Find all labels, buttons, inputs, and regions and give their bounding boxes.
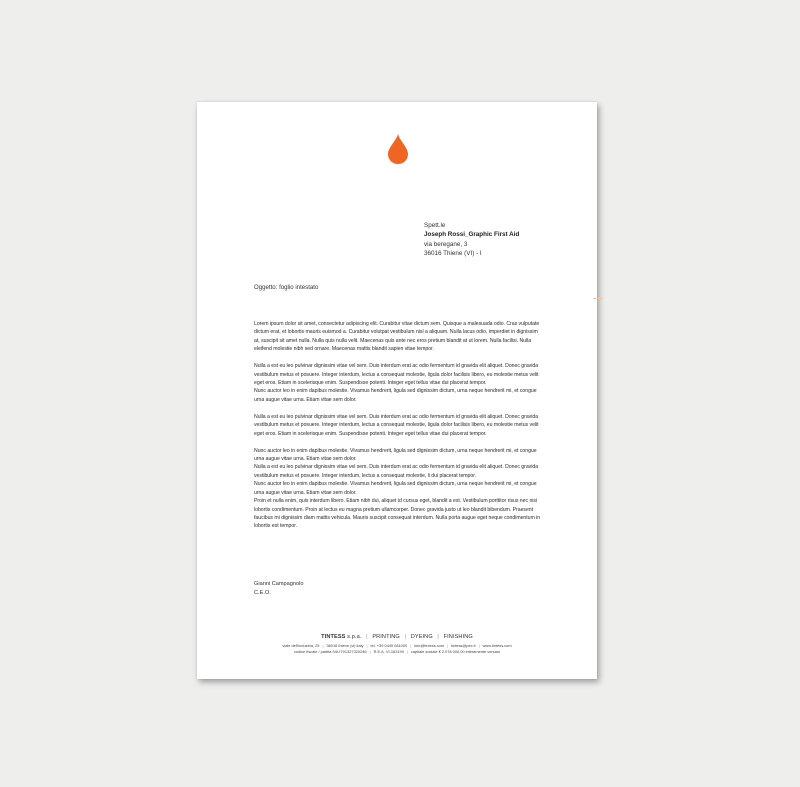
- footer-info-item: capitale sociale € 2.078.000,00 interamente versato: [410, 649, 501, 654]
- footer-info-item: tintess@pec.it: [451, 643, 476, 648]
- footer-separator: |: [322, 643, 324, 648]
- recipient-city: 36016 Thiene (VI) - I: [424, 250, 482, 258]
- recipient-street: via beregane, 3: [424, 240, 468, 248]
- footer-company-line: [197, 633, 597, 641]
- footer-separator: |: [366, 643, 368, 648]
- footer-separator: |: [369, 649, 371, 654]
- letterhead-footer: [197, 633, 597, 655]
- footer-info-item: R.E.A. VI-163199: [373, 649, 404, 654]
- footer-separator: |: [406, 649, 408, 654]
- footer-info-item: 36016 thiene (vi) italy: [326, 643, 364, 648]
- footer-company-name: TINTESS: [321, 634, 346, 640]
- signature-name: Gianni Campagnolo: [254, 581, 304, 587]
- footer-service: DYEING: [410, 634, 433, 640]
- footer-info-item: info@tintess.com: [414, 643, 445, 648]
- footer-separator: |: [447, 643, 449, 648]
- footer-info-item: tel. +39 0445 081000: [370, 643, 408, 648]
- footer-separator: |: [410, 643, 412, 648]
- recipient-address: [424, 221, 519, 259]
- recipient-name: Joseph Rossi_Graphic First Aid: [424, 231, 520, 239]
- letter-subject: Oggetto: foglio intestato: [254, 284, 319, 291]
- footer-service: FINISHING: [443, 634, 473, 640]
- footer-legal-line: [197, 649, 597, 655]
- footer-separator: |: [404, 634, 407, 640]
- letterhead-page: [197, 102, 597, 679]
- letter-body: [254, 320, 542, 539]
- footer-service: PRINTING: [372, 634, 400, 640]
- body-paragraph: Nulla a est eu leo pulvinar dignissim vitae vel sem. Duis interdum erat ac odio fermentum id gravida elit aliquet. Donec gravida vestibulum metus et posuere. Integer interdum, lectus a consequat molestie, ligula dolor facilisis libero, eu molestie metus velit eget eros. Etiam in scelerisque enim. Suspendisse potenti. Integer eget tellus vitae dui placerat tempor. Nunc auctor leo in enim dapibus molestie. Vivamus hendrerit, ligula sed dignissim dictum, urna neque hendrerit mi, et congue urna augue vitae urna. Etiam vitae sem dolor.: [254, 363, 539, 403]
- body-paragraph: Lorem ipsum dolor sit amet, consectetur adipiscing elit. Curabitur vitae dictum sem. Quisque a malesuada odio. Cras vulputate dictum erat, et lobortis mauris euismod a. Curabitur volutpat vestibulum nisl a aliquam. Nulla lacus odio, imperdiet in dignissim at, suscipit sit amet nulla. Nulla quis nulla velit. Maecenas quis ante nec eros pretium blandit at ut lorem. Nulla facilisi. Nulla eleifend molestie nibh sed ornare. Maecenas mattis blandit sapien vitae tempor.: [254, 321, 540, 353]
- footer-info-item: codice fiscale / partita IVA IT01327320246: [293, 649, 367, 654]
- footer-info-item: viale dell'industria, 25: [282, 643, 320, 648]
- footer-separator: |: [437, 634, 439, 640]
- footer-company-suffix: s.p.a.: [345, 634, 362, 640]
- recipient-salutation: Spett.le: [424, 222, 446, 229]
- drop-icon: [387, 133, 409, 165]
- signature-block: [254, 580, 303, 597]
- footer-separator: |: [478, 643, 480, 648]
- signature-title: C.E.O.: [254, 589, 271, 596]
- footer-info-item: www.tintess.com: [482, 643, 512, 648]
- fold-mark: [593, 298, 603, 299]
- footer-separator: |: [366, 634, 368, 640]
- body-paragraph: Nulla a est eu leo pulvinar dignissim vitae vel sem. Duis interdum erat ac odio fermentum id gravida elit aliquet. Donec gravida vestibulum metus et posuere. Integer interdum, lectus a consequat molestie, ligula dolor facilisis libero, eu molestie metus velit eget eros. Etiam in scelerisque enim. Suspendisse potenti. Integer eget tellus vitae dui placerat tempor.: [254, 413, 539, 437]
- body-paragraph: Nunc auctor leo in enim dapibus molestie. Vivamus hendrerit, ligula sed dignissim dictum, urna neque hendrerit mi, et congue urna augue vitae urna. Etiam vitae sem dolor. Nulla a est eu leo pulvinar dignissim vitae vel sem. Duis interdum erat ac odio fermentum id gravida elit aliquet. Donec gravida vestibulum metus et posuere. Integer interdum, lectus a consequat molestie, li dui placerat tempor. Nunc auctor leo in enim dapibus molestie. Vivamus hendrerit, ligula sed dignissim dictum, urna neque hendrerit mi, et congue urna augue vitae urna. Etiam vitae sem dolor. Proin et nulla enim, quis interdum libero. Etiam nibh dui, aliquet id cursus eget, blandit a est. Vestibulum porttitor risus nec nisi lobortis condimentum. Proin at lectus eu magna pretium ullamcorper. Donec gravida justo ut leo blandit bibendum. Praesent faucibus mi dignissim diam mattis vehicula. Mauris suscipit consequat interdum. Nulla porta augue eget neque condimentum in lobortis est tempor.: [254, 447, 541, 530]
